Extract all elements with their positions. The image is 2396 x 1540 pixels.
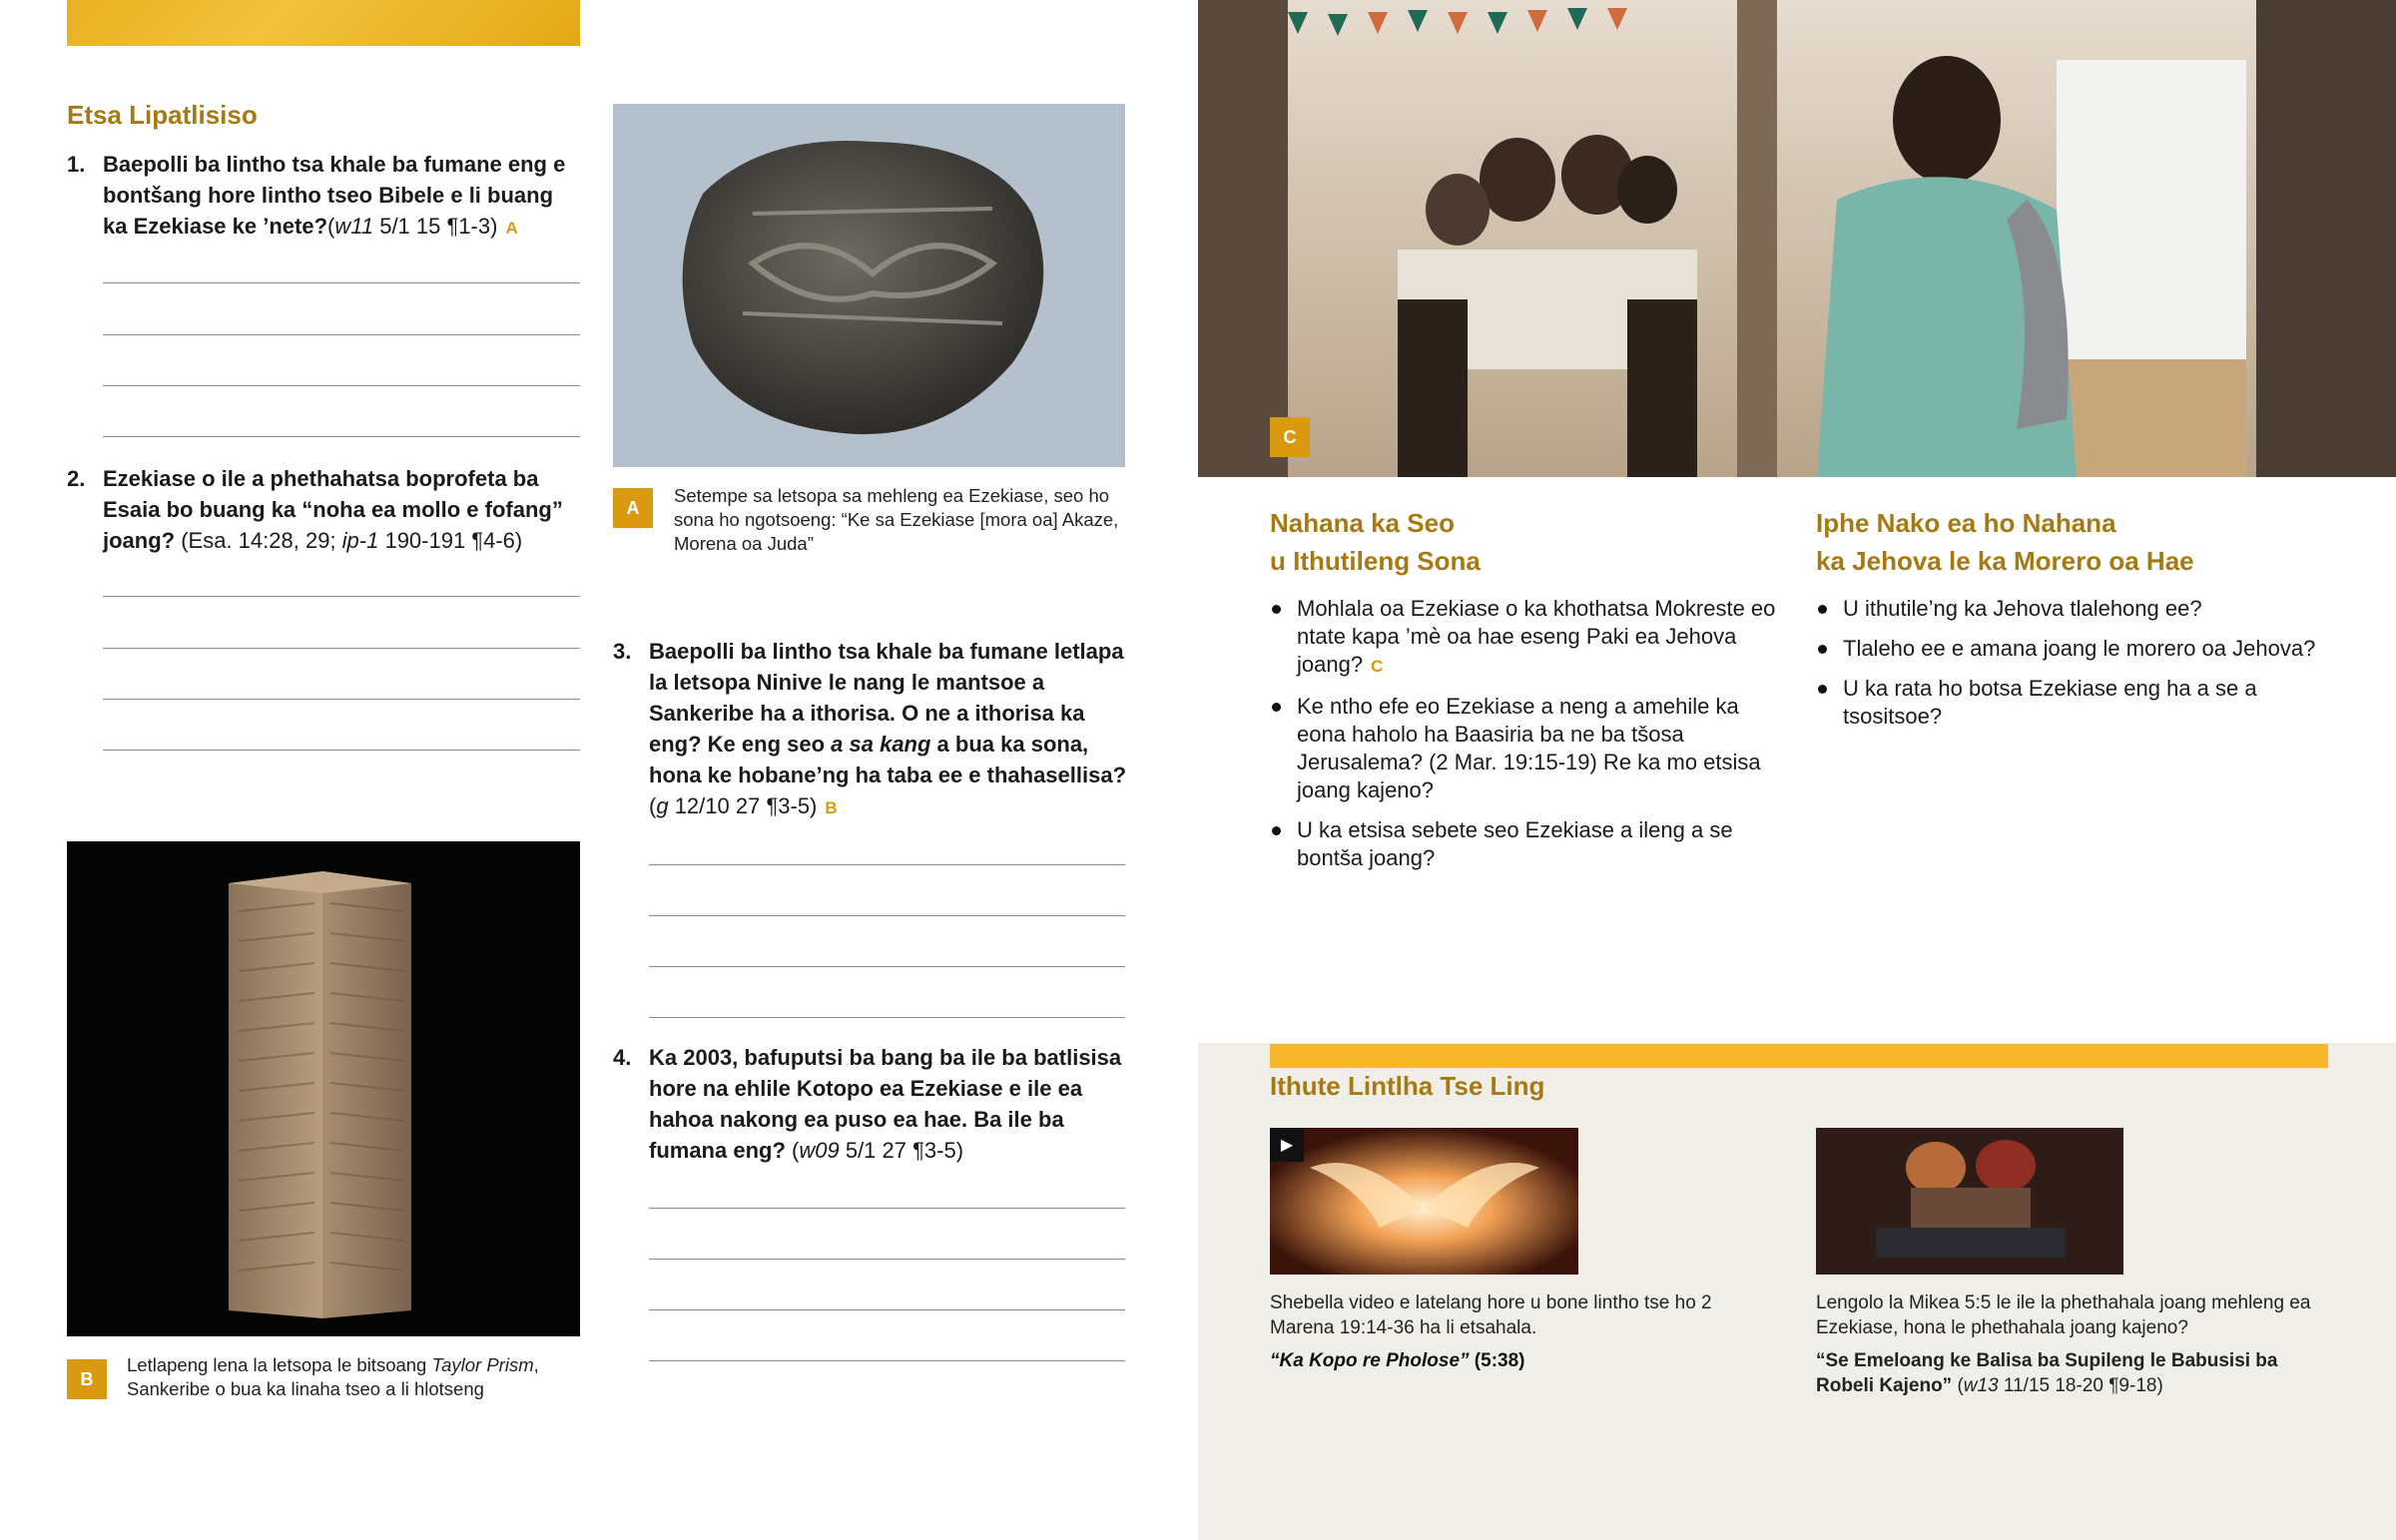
family-scene-photo <box>1198 0 2396 477</box>
list-item: U ka rata ho botsa Ezekiase eng ha a se a tsositsoe? <box>1816 675 2335 731</box>
article-2-caption: Lengolo la Mikea 5:5 le ile la phethahala joang mehleng ea Ezekiase, hona le phethahala joang kajeno? <box>1816 1292 2311 1338</box>
seal-illustration <box>613 104 1125 467</box>
caption-text: , Sankeribe o bua ka linaha tseo a li hlotseng <box>127 1354 539 1399</box>
video-thumbnail-1[interactable] <box>1270 1128 1578 1275</box>
reference-detail: 5/1 27 ¶3-5) <box>839 1138 964 1163</box>
image-b-caption <box>127 1353 586 1401</box>
reference-publication: w09 <box>799 1138 840 1163</box>
article-title: “Se Emeloang ke Balisa ba Supileng le Babusisi ba Robeli Kajeno” <box>1816 1350 2278 1396</box>
question-number: 3. <box>613 639 632 664</box>
taylor-prism-image <box>67 841 580 1336</box>
learn-more-title: Ithute Lintlha Tse Ling <box>1270 1071 1545 1101</box>
list-item <box>1270 816 1779 872</box>
reference-detail: 190-191 ¶4-6) <box>378 528 523 553</box>
question-text-part: Baepolli ba lintho tsa khale ba fumane letlapa la letsopa Ninive le nang le mantsoe a Sankeribe ha a ithorisa. O ne a ithorisa ka eng? Ke eng seo <box>649 639 1124 757</box>
image-letter-reference: C <box>1371 657 1384 676</box>
title-line: Nahana ka Seo <box>1270 508 1455 538</box>
question-4 <box>613 1042 1127 1166</box>
caption-text: Letlapeng lena la letsopa le bitsoang <box>127 1354 432 1375</box>
relation-section-title <box>1816 504 2194 580</box>
think-section-title <box>1270 504 1481 580</box>
image-letter-reference: A <box>505 219 518 238</box>
question-number: 2. <box>67 466 86 491</box>
video-1-title[interactable] <box>1270 1348 1739 1373</box>
answer-line[interactable] <box>103 385 580 386</box>
reference-open: ( <box>1952 1375 1964 1396</box>
reference-publication: w13 <box>1963 1375 1999 1396</box>
reference-open: ( <box>649 793 657 818</box>
winged-fire-illustration <box>1270 1128 1578 1275</box>
badge-b: B <box>67 1359 107 1399</box>
question-2 <box>67 463 581 556</box>
list-item-text: Mohlala oa Ezekiase o ka khothatsa Mokreste eo ntate kapa ’mè oa hae eseng Paki ea Jehova joang? <box>1297 596 1776 677</box>
clay-seal-image <box>613 104 1125 467</box>
reference-publication: w11 <box>334 214 374 239</box>
question-3 <box>613 636 1127 823</box>
answer-line[interactable] <box>103 282 580 283</box>
question-1 <box>67 149 581 244</box>
shepherds-illustration <box>1816 1128 2123 1275</box>
answer-line[interactable] <box>103 596 580 597</box>
title-line: Iphe Nako ea ho Nahana <box>1816 508 2116 538</box>
answer-line[interactable] <box>103 436 580 437</box>
relation-questions-list <box>1816 595 2335 743</box>
reference-open: ( <box>327 214 335 239</box>
reference-detail: 12/10 27 ¶3-5) <box>668 793 818 818</box>
reference-open: ( <box>785 1138 800 1163</box>
answer-line[interactable] <box>649 1208 1125 1209</box>
reference-detail: 5/1 15 ¶1-3) <box>373 214 498 239</box>
article-2-title[interactable] <box>1816 1348 2325 1398</box>
answer-line[interactable] <box>649 1309 1125 1310</box>
answer-line[interactable] <box>649 1259 1125 1260</box>
badge-c: C <box>1270 417 1310 457</box>
caption-italic: Taylor Prism <box>431 1354 534 1375</box>
image-a-caption: Setempe sa letsopa sa mehleng ea Ezekiase, seo ho sona ho ngotsoeng: “Ke sa Ezekiase [mora oa] Akaze, Morena oa Juda” <box>674 485 1119 554</box>
article-thumbnail-2[interactable] <box>1816 1128 2123 1275</box>
video-1-caption: Shebella video e latelang hore u bone lintho tse ho 2 Marena 19:14-36 ha li etsahala. <box>1270 1292 1712 1338</box>
question-number: 1. <box>67 152 86 177</box>
list-item: U ithutile’ng ka Jehova tlalehong ee? <box>1816 595 2335 623</box>
play-icon[interactable]: ▶ <box>1270 1128 1304 1162</box>
video-duration: (5:38) <box>1469 1350 1525 1371</box>
list-item-text: U ka etsisa sebete seo Ezekiase a ileng a se bontša joang? <box>1297 817 1733 870</box>
answer-line[interactable] <box>103 699 580 700</box>
list-item <box>1270 693 1779 804</box>
reference-publication: g <box>656 793 669 818</box>
top-decorative-bar <box>67 0 580 46</box>
answer-line[interactable] <box>649 915 1125 916</box>
answer-line[interactable] <box>103 334 580 335</box>
section-title-research: Etsa Lipatlisiso <box>67 100 258 130</box>
question-number: 4. <box>613 1045 632 1070</box>
answer-line[interactable] <box>649 966 1125 967</box>
list-item-text: Ke ntho efe eo Ezekiase a neng a amehile ka eona haholo ha Baasiria ba ne ba tšosa Jerusalema? (2 Mar. 19:15-19) Re ka mo etsisa joang kajeno? <box>1297 694 1761 802</box>
question-text: Ezekiase o ile a phethahatsa boprofeta ba Esaia bo buang ka “noha ea mollo e fofang” joang? <box>103 466 563 553</box>
answer-line[interactable] <box>103 648 580 649</box>
question-text-italic: a sa kang <box>831 732 931 757</box>
list-item <box>1270 595 1779 681</box>
answer-line[interactable] <box>649 1360 1125 1361</box>
question-text <box>649 639 1126 787</box>
reference-detail: 11/15 18-20 ¶9-18) <box>1998 1375 2163 1396</box>
learn-more-accent-bar <box>1270 1044 2328 1068</box>
prism-illustration <box>67 841 580 1336</box>
title-line: u Ithutileng Sona <box>1270 546 1481 576</box>
answer-line[interactable] <box>649 1017 1125 1018</box>
answer-line[interactable] <box>103 750 580 751</box>
question-text: Baepolli ba lintho tsa khale ba fumane eng e bontšang hore lintho tseo Bibele e li buang ka Ezekiase ke ’nete? <box>103 152 566 239</box>
family-scene-illustration <box>1198 0 2396 477</box>
reference-open: (Esa. 14:28, 29; <box>175 528 342 553</box>
question-text: Ka 2003, bafuputsi ba bang ba ile ba batlisisa hore na ehlile Kotopo ea Ezekiase e ile ea hahoa nakong ea puso ea hae. Ba ile ba fumana eng? <box>649 1045 1122 1163</box>
image-letter-reference: B <box>825 798 838 817</box>
question-text-part: a bua ka sona, hona ke hobane’ng ha taba ee e thahasellisa? <box>649 732 1127 787</box>
video-title-italic: “Ka Kopo re Pholose” <box>1270 1350 1470 1371</box>
badge-a: A <box>613 488 653 528</box>
think-questions-list <box>1270 595 1779 884</box>
reference-publication: ip-1 <box>341 528 379 553</box>
list-item: Tlaleho ee e amana joang le morero oa Jehova? <box>1816 635 2335 663</box>
answer-line[interactable] <box>649 864 1125 865</box>
title-line: ka Jehova le ka Morero oa Hae <box>1816 546 2194 576</box>
